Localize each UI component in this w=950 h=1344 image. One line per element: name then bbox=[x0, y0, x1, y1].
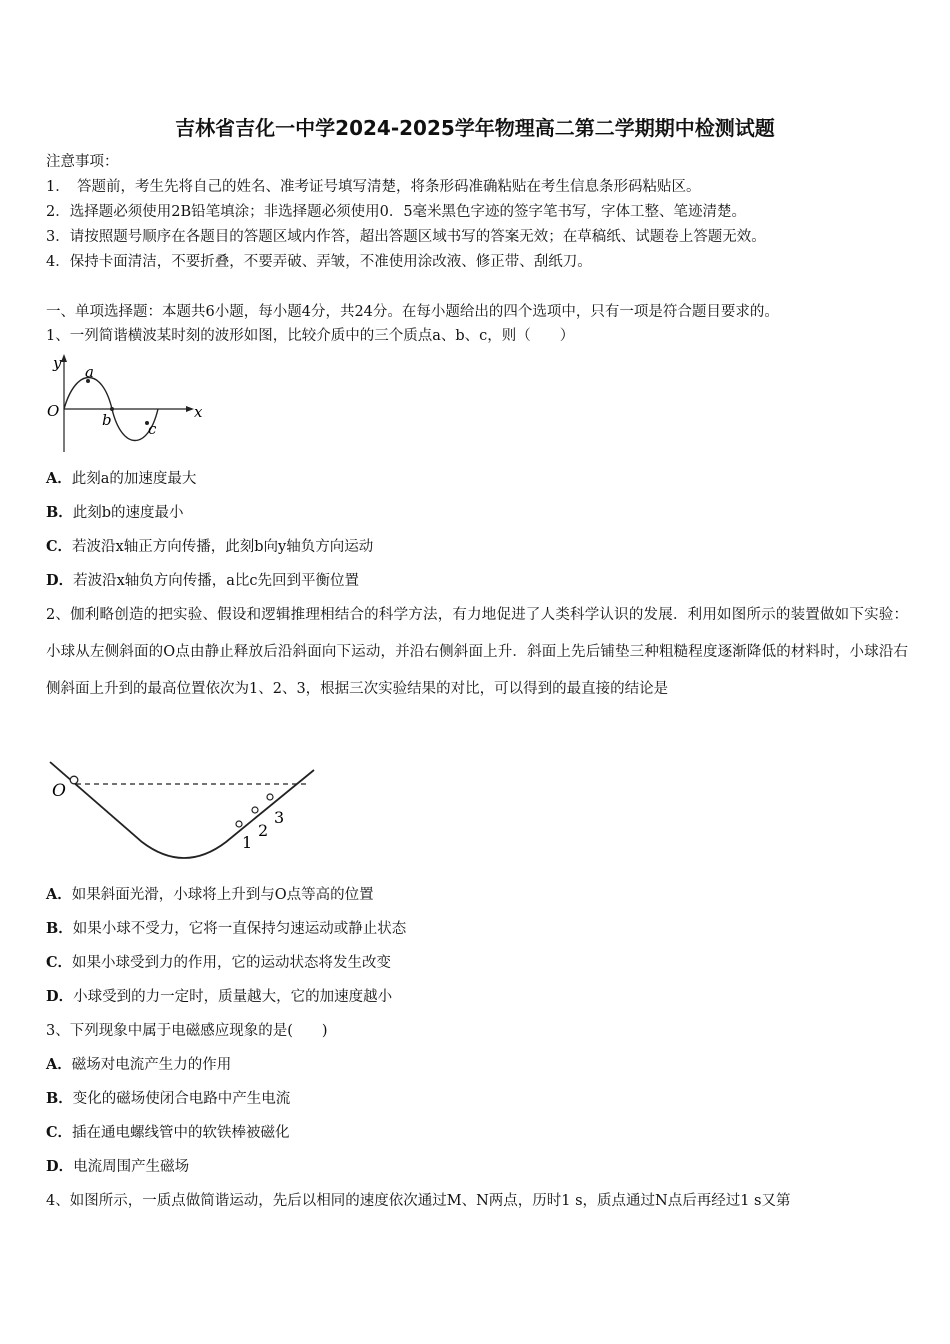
notice-item-3: 3．请按照题号顺序在各题目的答题区域内作答，超出答题区域书写的答案无效；在草稿纸、试题卷上答题无效。 bbox=[46, 229, 766, 245]
ball-position-2 bbox=[252, 807, 258, 813]
ball-position-3 bbox=[267, 794, 273, 800]
position-2-label: 2 bbox=[258, 821, 269, 840]
q2-incline-figure bbox=[44, 756, 324, 868]
notice-heading: 注意事项： bbox=[46, 154, 119, 170]
q3-stem: 3、下列现象中属于电磁感应现象的是( ) bbox=[46, 1023, 328, 1039]
position-3-label: 3 bbox=[274, 808, 285, 827]
q2-option-a: A．如果斜面光滑，小球将上升到与O点等高的位置 bbox=[46, 886, 374, 903]
q1-wave-figure bbox=[44, 352, 204, 454]
q3-option-b: B．变化的磁场使闭合电路中产生电流 bbox=[46, 1090, 291, 1107]
ball-position-1 bbox=[236, 821, 242, 827]
q3-option-d: D．电流周围产生磁场 bbox=[46, 1158, 190, 1175]
section-heading: 一、单项选择题：本题共6小题，每小题4分，共24分。在每小题给出的四个选项中，只有一项是符合题目要求的。 bbox=[46, 304, 779, 320]
axis-x-label: x bbox=[194, 403, 203, 421]
q1-option-b: B．此刻b的速度最小 bbox=[46, 504, 184, 521]
q2-stem: 2、伽利略创造的把实验、假设和逻辑推理相结合的科学方法，有力地促进了人类科学认识的发展．利用如图所示的装置做如下实验：小球从左侧斜面的O点由静止释放后沿斜面向下运动，并沿右侧斜面上升．斜面上先后铺垫三种粗糙程度逐渐降低的材料时，小球沿右侧斜面上升到的最高位置依次为1、2、3，根据三次实验结果的对比，可以得到的最直接的结论是 bbox=[46, 607, 908, 697]
label-c: c bbox=[148, 420, 157, 438]
label-a: a bbox=[85, 363, 94, 381]
notice-item-1: 1． 答题前，考生先将自己的姓名、准考证号填写清楚，将条形码准确粘贴在考生信息条形码粘贴区。 bbox=[46, 179, 701, 195]
q1-option-a: A．此刻a的加速度最大 bbox=[46, 470, 197, 487]
q1-option-c: C．若波沿x轴正方向传播，此刻b向y轴负方向运动 bbox=[46, 538, 374, 555]
q3-option-a: A．磁场对电流产生力的作用 bbox=[46, 1056, 232, 1073]
label-b: b bbox=[102, 411, 112, 429]
origin-o-label: O bbox=[52, 781, 66, 801]
q3-option-c: C．插在通电螺线管中的软铁棒被磁化 bbox=[46, 1124, 290, 1141]
q1-stem: 1、一列简谐横波某时刻的波形如图，比较介质中的三个质点a、b、c，则（ ） bbox=[46, 328, 575, 344]
page-title: 吉林省吉化一中学2024-2025学年物理高二第二学期期中检测试题 bbox=[175, 116, 775, 140]
q4-stem: 4、如图所示，一质点做简谐运动，先后以相同的速度依次通过M、N两点，历时1 s，质点通过N点后再经过1 s又第 bbox=[46, 1193, 791, 1209]
origin-label: O bbox=[47, 402, 60, 420]
q1-option-d: D．若波沿x轴负方向传播，a比c先回到平衡位置 bbox=[46, 572, 360, 589]
position-1-label: 1 bbox=[242, 833, 253, 852]
notice-item-2: 2．选择题必须使用2B铅笔填涂；非选择题必须使用0．5毫米黑色字迹的签字笔书写，字体工整、笔迹清楚。 bbox=[46, 204, 747, 220]
axis-y-label: y bbox=[53, 354, 62, 372]
q2-option-b: B．如果小球不受力，它将一直保持匀速运动或静止状态 bbox=[46, 920, 407, 937]
ball-at-o bbox=[70, 776, 78, 784]
q2-option-c: C．如果小球受到力的作用，它的运动状态将发生改变 bbox=[46, 954, 392, 971]
notice-item-4: 4．保持卡面清洁，不要折叠，不要弄破、弄皱，不准使用涂改液、修正带、刮纸刀。 bbox=[46, 254, 592, 270]
q2-option-d: D．小球受到的力一定时，质量越大，它的加速度越小 bbox=[46, 988, 393, 1005]
